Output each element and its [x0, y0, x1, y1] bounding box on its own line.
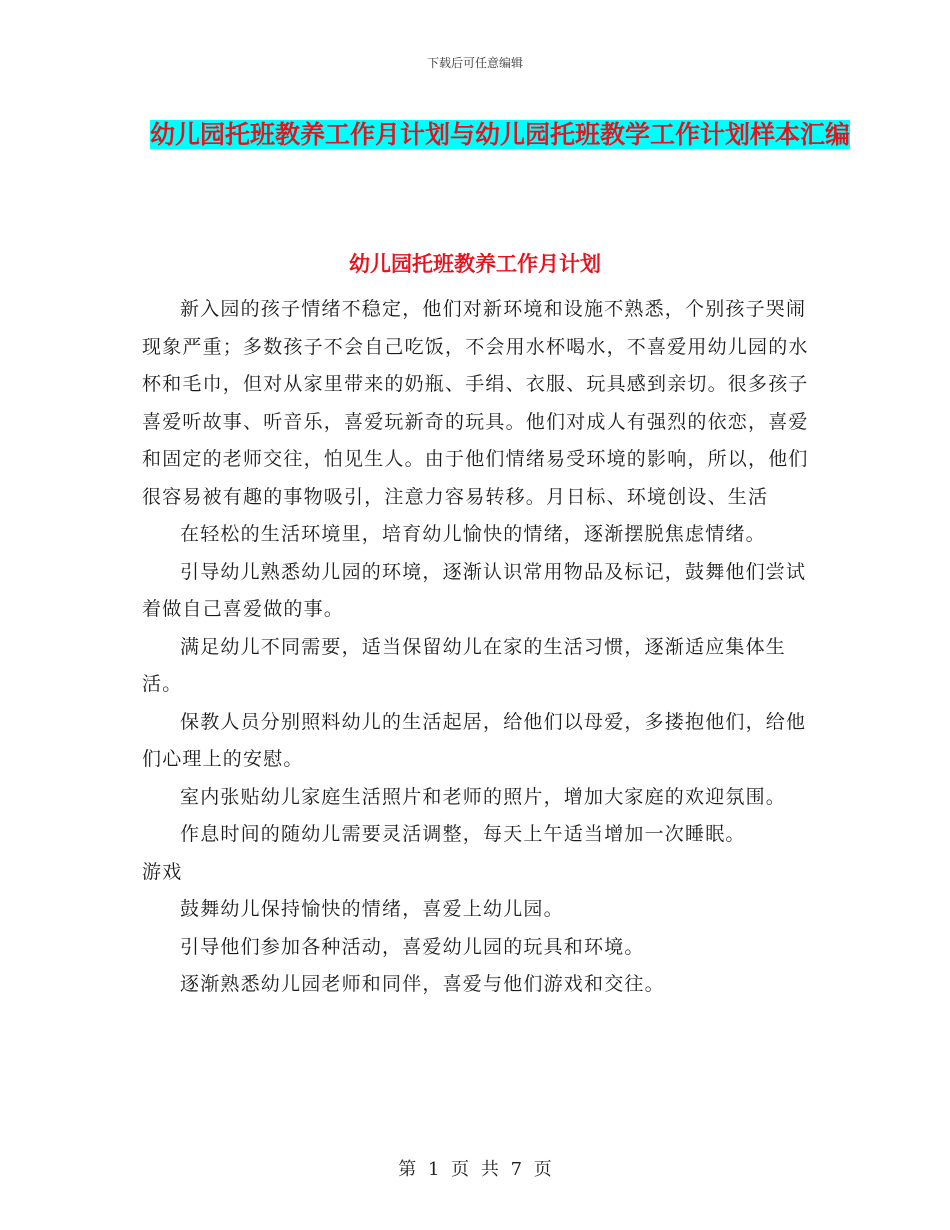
document-title — [150, 112, 850, 158]
paragraph: 满足幼儿不同需要，适当保留幼儿在家的生活习惯，逐渐适应集体生活。 — [142, 635, 787, 695]
paragraph: 在轻松的生活环境里，培育幼儿愉快的情绪，逐渐摆脱焦虑情绪。 — [180, 523, 766, 545]
subheading-games: 游戏 — [142, 860, 183, 883]
paragraph: 鼓舞幼儿保持愉快的情绪，喜爱上幼儿园。 — [180, 898, 564, 920]
page-number-footer: 第 1 页 共 7 页 — [398, 1159, 552, 1180]
paragraph: 引导幼儿熟悉幼儿园的环境，逐渐认识常用物品及标记，鼓舞他们尝试着做自己喜爱做的事。 — [142, 560, 807, 620]
section-title: 幼儿园托班教养工作月计划 — [349, 252, 601, 276]
header-note: 下载后可任意编辑 — [426, 56, 523, 70]
paragraph: 逐渐熟悉幼儿园老师和同伴，喜爱与他们游戏和交往。 — [180, 973, 665, 995]
paragraph: 新入园的孩子情绪不稳定，他们对新环境和设施不熟悉，个别孩子哭闹现象严重；多数孩子不会自己吃饭，不会用水杯喝水，不喜爱用幼儿园的水杯和毛巾，但对从家里带来的奶瓶、手绢、衣服、玩具感到亲切。很多孩子喜爱听故事、听音乐，喜爱玩新奇的玩具。他们对成人有强烈的依恋，喜爱和固定的老师交往，怕见生人。由于他们情绪易受环境的影响，所以，他们很容易被有趣的事物吸引，注意力容易转移。月日标、环境创设、生活 — [142, 298, 809, 508]
document-title-text: 幼儿园托班教养工作月计划与幼儿园托班教学工作计划样本汇编 — [150, 120, 851, 149]
paragraph: 作息时间的随幼儿需要灵活调整，每天上午适当增加一次睡眠。 — [180, 823, 746, 845]
body-text — [142, 291, 814, 1004]
paragraph: 保教人员分别照料幼儿的生活起居，给他们以母爱，多搂抱他们，给他们心理上的安慰。 — [142, 710, 807, 770]
paragraph: 引导他们参加各种活动，喜爱幼儿园的玩具和环境。 — [180, 935, 645, 958]
paragraph: 室内张贴幼儿家庭生活照片和老师的照片，增加大家庭的欢迎氛围。 — [180, 785, 787, 808]
